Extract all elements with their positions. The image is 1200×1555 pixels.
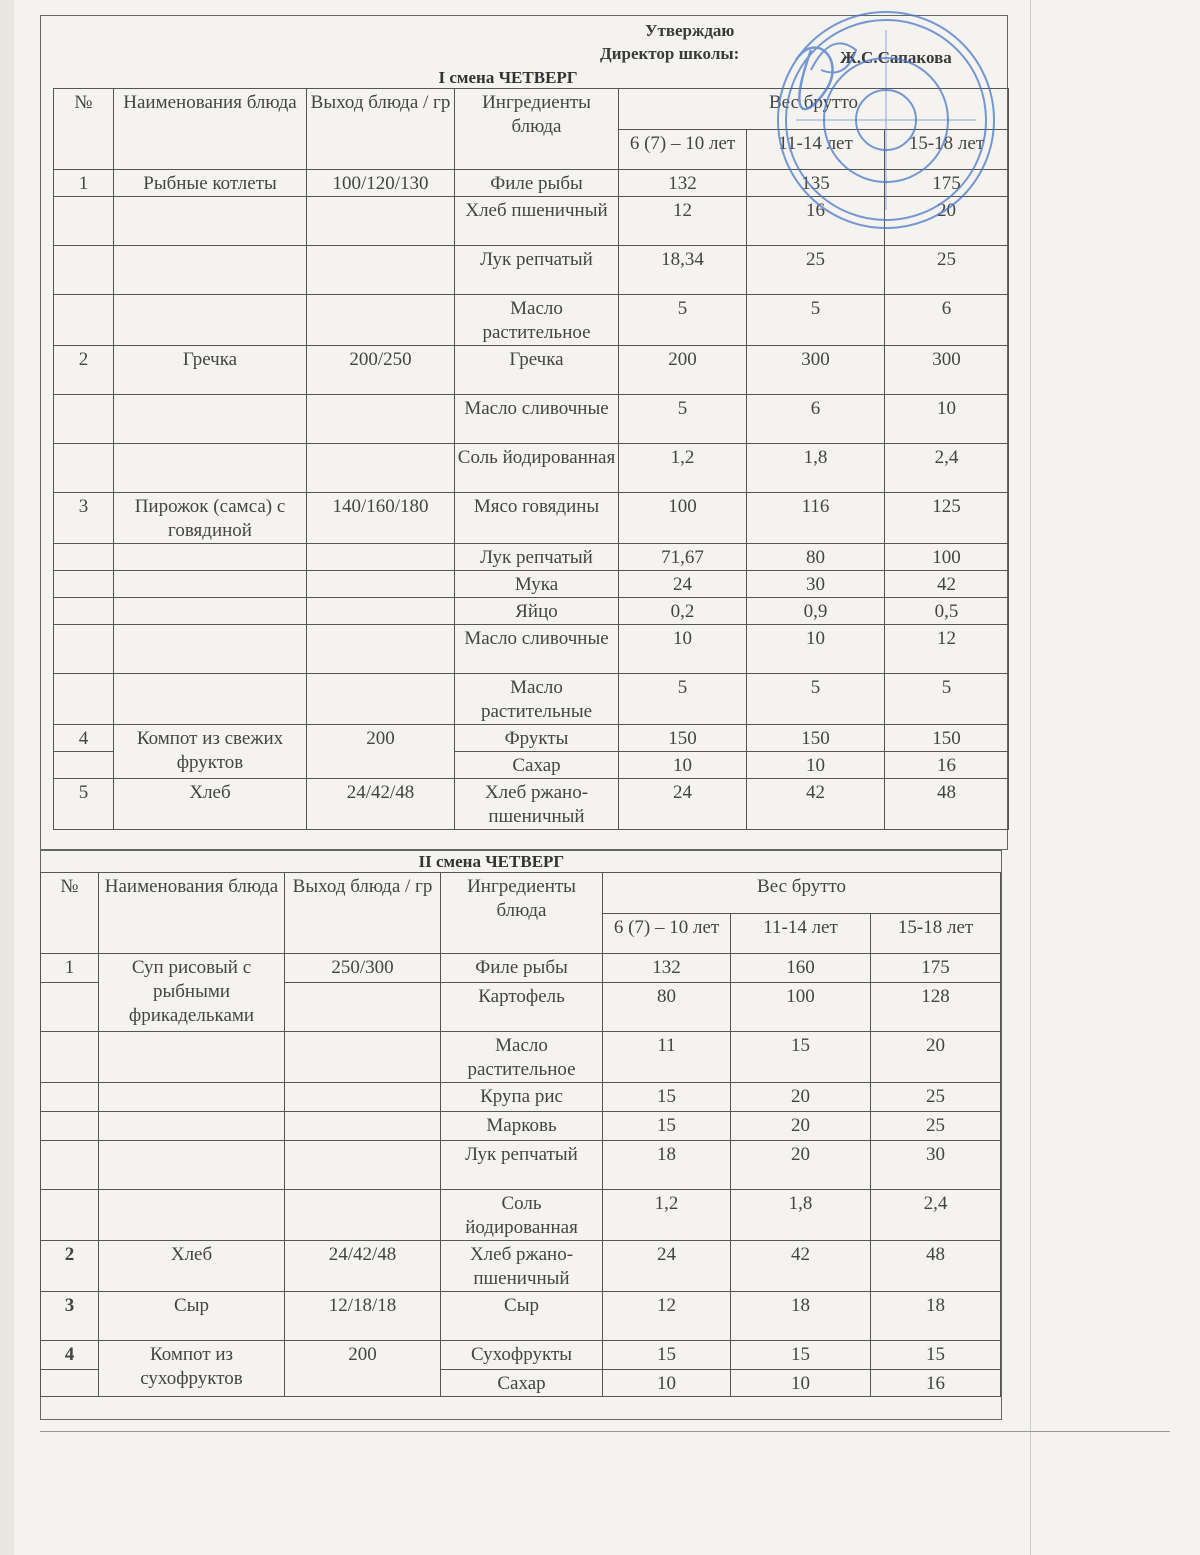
weight-age1: 18 [603,1141,731,1190]
dish-name [114,674,307,725]
weight-age1: 5 [619,395,747,444]
shift2-body [41,954,1001,1397]
weight-age3: 0,5 [885,598,1009,625]
header-dish: Наименования блюда [99,873,285,954]
table-row [41,1190,1001,1241]
table-row [41,1141,1001,1190]
header-num: № [54,89,114,170]
row-num [41,1190,99,1241]
header-age3: 15-18 лет [871,913,1001,954]
weight-age1: 12 [603,1292,731,1341]
dish-yield: 250/300 [285,954,441,983]
director-name: Ж.С.Сапакова [840,48,952,67]
weight-age3: 6 [885,295,1009,346]
weight-age3: 128 [871,983,1001,1032]
table-row [54,598,1009,625]
dish-yield [307,674,455,725]
weight-age2: 25 [747,246,885,295]
dish-name [114,197,307,246]
weight-age1: 18,34 [619,246,747,295]
dish-yield [307,197,455,246]
dish-yield [285,1141,441,1190]
ingredient: Соль йодированная [441,1190,603,1241]
weight-age3: 48 [885,779,1009,830]
dish-yield [307,544,455,571]
ingredient: Лук репчатый [441,1141,603,1190]
ingredient: Лук репчатый [455,246,619,295]
row-num: 3 [54,493,114,544]
ingredient: Хлеб ржано-пшеничный [441,1241,603,1292]
row-num [41,1141,99,1190]
table-row [54,779,1009,830]
header-dish: Наименования блюда [114,89,307,170]
header-weight: Вес брутто [619,89,1009,130]
dish-yield [285,1112,441,1141]
ingredient: Филе рыбы [455,170,619,197]
weight-age2: 42 [731,1241,871,1292]
dish-name: Компот из свежих фруктов [114,725,307,779]
shift2-title: II смена ЧЕТВЕРГ [418,852,565,871]
row-num [41,1370,99,1397]
dish-name [99,1083,285,1112]
weight-age2: 20 [731,1083,871,1112]
weight-age1: 11 [603,1032,731,1083]
weight-age2: 80 [747,544,885,571]
header-age2: 11-14 лет [747,129,885,170]
weight-age2: 116 [747,493,885,544]
table-row [41,1241,1001,1292]
weight-age1: 132 [619,170,747,197]
table-row [41,1292,1001,1341]
weight-age2: 150 [747,725,885,752]
weight-age2: 160 [731,954,871,983]
weight-age1: 15 [603,1112,731,1141]
row-num [54,444,114,493]
weight-age1: 10 [603,1370,731,1397]
weight-age1: 15 [603,1341,731,1370]
weight-age2: 5 [747,674,885,725]
weight-age1: 132 [603,954,731,983]
row-num [54,674,114,725]
weight-age2: 30 [747,571,885,598]
weight-age3: 2,4 [885,444,1009,493]
ingredient: Сахар [455,752,619,779]
weight-age3: 2,4 [871,1190,1001,1241]
weight-age3: 150 [885,725,1009,752]
ingredient: Масло сливочные [455,395,619,444]
weight-age2: 10 [747,752,885,779]
shift1-body [54,170,1009,830]
row-num [41,1032,99,1083]
weight-age3: 12 [885,625,1009,674]
row-num [54,571,114,598]
ingredient: Масло растительное [455,295,619,346]
weight-age1: 12 [619,197,747,246]
ingredient: Гречка [455,346,619,395]
ingredient: Масло растительные [455,674,619,725]
weight-age1: 10 [619,752,747,779]
ingredient: Масло растительное [441,1032,603,1083]
dish-name: Пирожок (самса) с говядиной [114,493,307,544]
weight-age1: 10 [619,625,747,674]
weight-age1: 5 [619,674,747,725]
header-yield: Выход блюда / гр [307,89,455,170]
row-num: 2 [41,1241,99,1292]
header-ingredients: Ингредиенты блюда [455,89,619,170]
stamp-seal-icon [756,0,1006,240]
weight-age3: 20 [885,197,1009,246]
ingredient: Сухофрукты [441,1341,603,1370]
dish-name: Хлеб [114,779,307,830]
dish-name [114,544,307,571]
table-row [41,1112,1001,1141]
weight-age1: 24 [603,1241,731,1292]
dish-yield: 140/160/180 [307,493,455,544]
table-row [41,1341,1001,1370]
weight-age1: 1,2 [619,444,747,493]
table-row [54,295,1009,346]
row-num: 4 [54,725,114,752]
weight-age3: 5 [885,674,1009,725]
weight-age3: 18 [871,1292,1001,1341]
dish-yield [285,1083,441,1112]
row-num [54,295,114,346]
page-edge [1030,0,1031,1555]
table-row [54,444,1009,493]
weight-age1: 100 [619,493,747,544]
row-num: 2 [54,346,114,395]
dish-yield [285,1032,441,1083]
row-num [54,752,114,779]
ingredient: Картофель [441,983,603,1032]
weight-age1: 200 [619,346,747,395]
table-row [54,246,1009,295]
dish-yield [285,1190,441,1241]
weight-age2: 1,8 [747,444,885,493]
dish-yield: 24/42/48 [285,1241,441,1292]
dish-yield: 200 [307,725,455,779]
row-num [41,983,99,1032]
ingredient: Сахар [441,1370,603,1397]
row-num [54,246,114,295]
weight-age2: 15 [731,1032,871,1083]
row-num [54,544,114,571]
ingredient: Хлеб пшеничный [455,197,619,246]
weight-age2: 18 [731,1292,871,1341]
weight-age3: 16 [871,1370,1001,1397]
ingredient: Мука [455,571,619,598]
dish-yield [307,444,455,493]
dish-yield [307,625,455,674]
dish-yield: 200/250 [307,346,455,395]
dish-name: Суп рисовый с рыбными фрикадельками [99,954,285,1032]
table-row [54,544,1009,571]
ingredient: Филе рыбы [441,954,603,983]
weight-age1: 71,67 [619,544,747,571]
shift1-title: I смена ЧЕТВЕРГ [438,68,578,87]
dish-name [114,395,307,444]
header-num: № [41,873,99,954]
weight-age1: 1,2 [603,1190,731,1241]
ingredient: Лук репчатый [455,544,619,571]
header-weight: Вес брутто [603,873,1001,914]
dish-yield [307,246,455,295]
weight-age3: 25 [871,1112,1001,1141]
weight-age1: 80 [603,983,731,1032]
weight-age2: 6 [747,395,885,444]
weight-age1: 24 [619,571,747,598]
dish-name [114,246,307,295]
row-num [41,1083,99,1112]
weight-age3: 100 [885,544,1009,571]
row-num: 5 [54,779,114,830]
dish-name [99,1190,285,1241]
dish-name [114,444,307,493]
director-label: Директор школы: [600,44,740,63]
weight-age2: 1,8 [731,1190,871,1241]
dish-yield: 12/18/18 [285,1292,441,1341]
weight-age3: 30 [871,1141,1001,1190]
weight-age2: 20 [731,1112,871,1141]
weight-age3: 15 [871,1341,1001,1370]
dish-name: Хлеб [99,1241,285,1292]
ingredient: Фрукты [455,725,619,752]
ingredient: Марковь [441,1112,603,1141]
table-row [54,395,1009,444]
ingredient: Хлеб ржано-пшеничный [455,779,619,830]
weight-age3: 300 [885,346,1009,395]
header-age1: 6 (7) – 10 лет [619,129,747,170]
row-num: 1 [54,170,114,197]
dish-yield [285,983,441,1032]
shift2-header-row [41,873,1001,914]
shift2-title-row [41,850,1001,873]
bottom-rule [40,1431,1170,1432]
dish-yield [307,598,455,625]
dish-name [114,598,307,625]
dish-name [114,625,307,674]
weight-age3: 25 [885,246,1009,295]
table-row [54,625,1009,674]
ingredient: Сыр [441,1292,603,1341]
row-num [54,598,114,625]
dish-name [99,1141,285,1190]
header-yield: Выход блюда / гр [285,873,441,954]
header-age2: 11-14 лет [731,913,871,954]
dish-yield: 200 [285,1341,441,1397]
row-num [41,1112,99,1141]
table-row [54,571,1009,598]
weight-age1: 0,2 [619,598,747,625]
table-row [41,954,1001,983]
weight-age2: 16 [747,197,885,246]
table-row [41,1032,1001,1083]
weight-age2: 15 [731,1341,871,1370]
weight-age2: 10 [731,1370,871,1397]
approve-label: Утверждаю [645,21,735,40]
weight-age2: 0,9 [747,598,885,625]
weight-age2: 135 [747,170,885,197]
row-num: 4 [41,1341,99,1370]
weight-age3: 48 [871,1241,1001,1292]
weight-age1: 24 [619,779,747,830]
weight-age2: 300 [747,346,885,395]
row-num [54,625,114,674]
weight-age3: 25 [871,1083,1001,1112]
weight-age3: 20 [871,1032,1001,1083]
dish-name [99,1032,285,1083]
weight-age3: 125 [885,493,1009,544]
weight-age3: 10 [885,395,1009,444]
ingredient: Мясо говядины [455,493,619,544]
dish-yield: 24/42/48 [307,779,455,830]
table-row [41,1083,1001,1112]
dish-name [114,295,307,346]
dish-name [99,1112,285,1141]
weight-age2: 20 [731,1141,871,1190]
weight-age2: 42 [747,779,885,830]
dish-name: Гречка [114,346,307,395]
dish-name: Рыбные котлеты [114,170,307,197]
row-num [54,197,114,246]
table-row [54,346,1009,395]
row-num: 1 [41,954,99,983]
dish-name [114,571,307,598]
shift2-table [40,850,1001,1397]
ingredient: Крупа рис [441,1083,603,1112]
header-age1: 6 (7) – 10 лет [603,913,731,954]
weight-age1: 150 [619,725,747,752]
table-row [54,674,1009,725]
ingredient: Соль йодированная [455,444,619,493]
weight-age2: 5 [747,295,885,346]
dish-yield [307,395,455,444]
weight-age3: 175 [871,954,1001,983]
row-num: 3 [41,1292,99,1341]
table-row [54,725,1009,752]
weight-age1: 15 [603,1083,731,1112]
dish-name: Компот из сухофруктов [99,1341,285,1397]
weight-age2: 10 [747,625,885,674]
weight-age3: 175 [885,170,1009,197]
row-num [54,395,114,444]
dish-yield [307,571,455,598]
dish-yield: 100/120/130 [307,170,455,197]
header-ingredients: Ингредиенты блюда [441,873,603,954]
weight-age3: 16 [885,752,1009,779]
ingredient: Яйцо [455,598,619,625]
weight-age1: 5 [619,295,747,346]
header-age3: 15-18 лет [885,129,1009,170]
ingredient: Масло сливочные [455,625,619,674]
dish-yield [307,295,455,346]
weight-age3: 42 [885,571,1009,598]
dish-name: Сыр [99,1292,285,1341]
weight-age2: 100 [731,983,871,1032]
table-row [54,493,1009,544]
